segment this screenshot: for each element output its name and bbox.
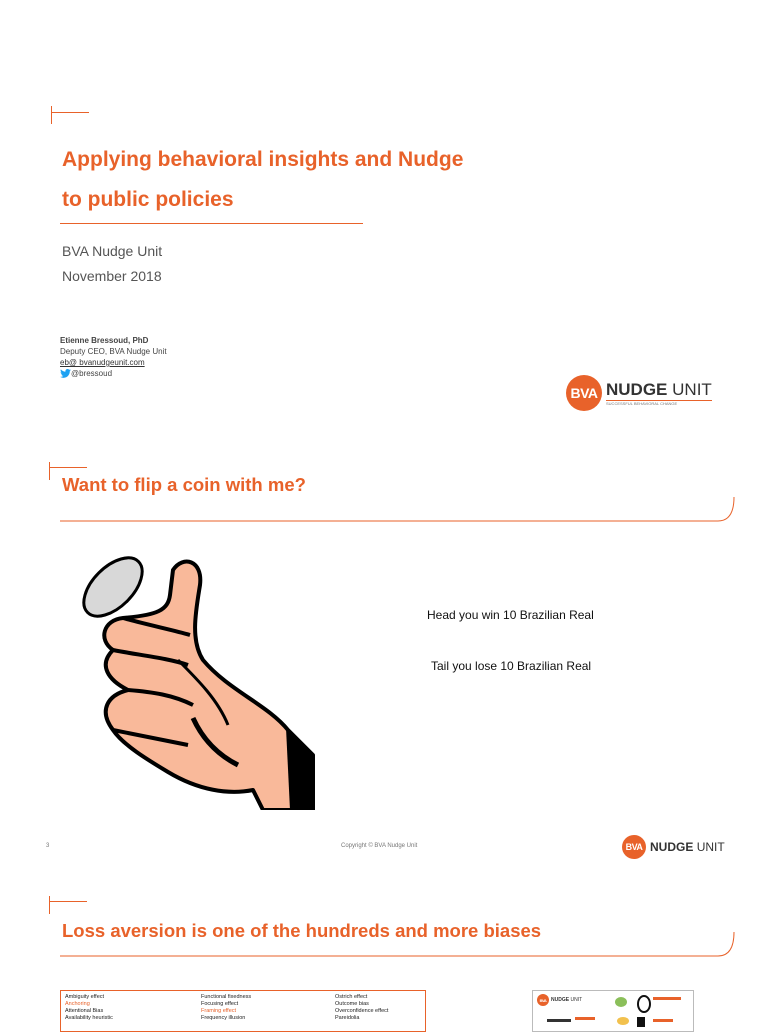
presenter-twitter-row (60, 368, 167, 379)
slide2-line-head: Head you win 10 Brazilian Real (427, 608, 594, 622)
slide1-title (62, 140, 463, 220)
bias-item: Pareidolia (335, 1015, 360, 1021)
thumbnail-logo (537, 994, 582, 1006)
slide2-copyright: Copyright © BVA Nudge Unit (341, 843, 418, 849)
logo-tagline: SUCCESSFUL BEHAVIORAL CHANGE (606, 400, 712, 406)
thumbnail-orange-bar-3 (653, 1019, 673, 1022)
bva-nudge-unit-logo-top (566, 375, 712, 411)
logo-brand-small (650, 840, 725, 854)
twitter-bird-icon (60, 369, 71, 378)
slide3-title: Loss aversion is one of the hundreds and more biases (62, 920, 542, 941)
bias-column-3 (335, 994, 388, 1022)
thumbnail-orange-bar-2 (575, 1017, 595, 1020)
slide3-corner-vertical (49, 896, 50, 914)
thumbnail-logo-text (551, 997, 582, 1003)
bias-item-highlighted: Framing effect (201, 1008, 237, 1014)
presenter-email[interactable]: eb@ bvanudgeunit.com (60, 358, 145, 367)
presenter-block (60, 335, 167, 379)
bias-item: Ostrich effect (335, 994, 368, 1000)
bva-logo-mark: BVA (566, 375, 602, 411)
thumbnail-graphic-icon (615, 997, 627, 1007)
logo-brand-bold-small: NUDGE (650, 840, 694, 854)
bias-item: Functional fixedness (201, 994, 252, 1000)
slide1-title-line2: to public policies (62, 188, 234, 211)
bias-item: Overconfidence effect (335, 1008, 389, 1014)
thumbnail-dark-bar (547, 1019, 571, 1022)
bias-item: Availability heuristic (65, 1015, 113, 1021)
thumbnail-logo-mark: BVA (537, 994, 549, 1006)
corner-mark-horizontal (51, 112, 89, 113)
slide3-title-underline (58, 930, 738, 960)
thumb-coin-illustration (78, 540, 318, 810)
bias-item: Frequency illusion (201, 1015, 246, 1021)
corner-mark-vertical (51, 106, 52, 124)
slide1-date: November 2018 (62, 268, 162, 284)
slide1-title-line1: Applying behavioral insights and Nudge (62, 148, 464, 171)
logo-brand (606, 380, 712, 400)
slide1-org: BVA Nudge Unit (62, 243, 163, 259)
bias-item: Attentional Bias (65, 1008, 104, 1014)
slide2-title-underline (58, 495, 738, 525)
bias-item: Focusing effect (201, 1001, 239, 1007)
slide2-line-tail: Tail you lose 10 Brazilian Real (431, 659, 592, 673)
logo-brand-bold: NUDGE (606, 380, 668, 399)
slide3-corner-horizontal (49, 901, 87, 902)
presenter-name: Etienne Bressoud, PhD (60, 336, 149, 345)
bias-item: Outcome bias (335, 1001, 369, 1007)
logo-brand-light-small: UNIT (696, 840, 725, 854)
bva-logo-mark-small: BVA (622, 835, 646, 859)
thumbnail-letter-o-icon (637, 995, 651, 1013)
presenter-role: Deputy CEO, BVA Nudge Unit (60, 347, 167, 356)
slide1-title-rule (60, 223, 363, 224)
bias-column-2 (201, 994, 251, 1022)
bias-list-table (60, 990, 426, 1032)
thumbnail-letter-e-icon (637, 1017, 645, 1027)
presenter-twitter[interactable]: @bressoud (71, 369, 113, 378)
slide2-page-number: 3 (46, 843, 50, 849)
thumbnail-orange-bar (653, 997, 681, 1000)
bias-item: Ambiguity effect (65, 994, 105, 1000)
slide2-corner-vertical (49, 462, 50, 480)
bias-item-highlighted: Anchoring (65, 1001, 90, 1007)
slide2-corner-horizontal (49, 467, 87, 468)
bias-codex-thumbnail (532, 990, 694, 1032)
thumbnail-brand-bold: NUDGE (551, 997, 570, 1003)
logo-text-block (606, 380, 712, 406)
slide2-title: Want to flip a coin with me? (62, 474, 306, 495)
bva-nudge-unit-logo-footer (622, 835, 725, 859)
thumbnail-brand-light: UNIT (570, 997, 583, 1003)
logo-brand-light: UNIT (672, 380, 712, 399)
bias-column-1 (65, 994, 113, 1022)
